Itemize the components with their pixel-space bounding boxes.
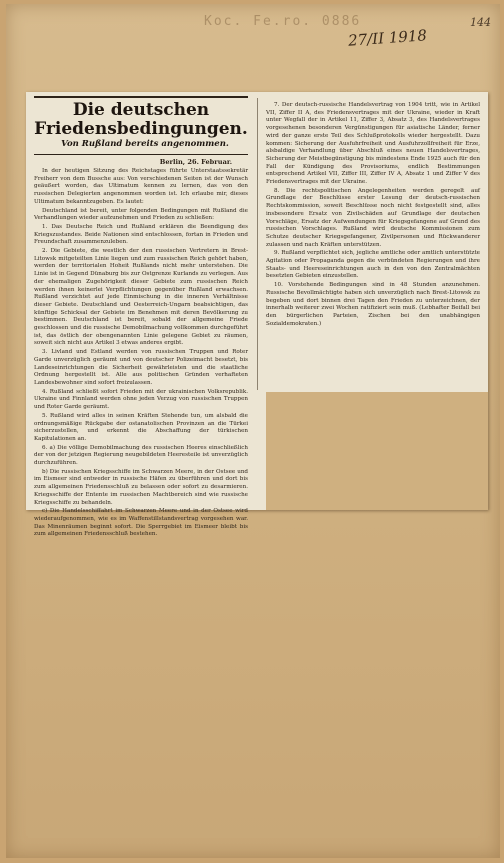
paragraph: 9. Rußland verpflichtet sich, jegliche amtliche oder amtlich unterstützte Agitation oder Propaganda gegen die verbündeten Regierungen und ihre Staats- und Heereseinrichtungen auch in den von den Zentralmächten besetzten Gebieten einzustellen. (266, 250, 480, 280)
paragraph: 8. Die rechtspolitischen Angelegenheiten werden geregelt auf Grundlage der Beschlüsse erster Lesung der deutsch-russischen Rechtskommission, soweit Beschlüsse noch nicht festgestellt sind, alles insbesondere Ersatz von Zivilschäden auf Grundlage der deutschen Vorschläge, Ersatz der Aufwendungen für Kriegsgefangene auf Grund des russischen Vorschlages. Rußland wird deutsche Kommissionen zum Schutze deutscher Kriegsgefangener, Zivilpersonen und Rückwanderer zulassen und nach Kräften unterstützen. (266, 187, 480, 248)
paragraph: 2. Die Gebiete, die westlich der den russischen Vertretern in Brest-Litowsk mitgeteilten Linie liegen und zum russischen Reich gehört haben, werden der territorialen Hoheit Rußlands nicht mehr unterstehen. Die Linie ist in Gegend Dünaburg bis zur Ostgrenze Kurlands zu verlegen. Aus der ehemaligen Zugehörigkeit dieser Gebiete zum russischen Reich werden ihnen keinerlei Verpflichtungen gegenüber Rußland erwachsen. Rußland verzichtet auf jede Einmischung in die inneren Verhältnisse dieser Gebiete. Deutschland und Oesterreich-Ungarn beabsichtigen, das künftige Schicksal der Gebiete im Benehmen mit deren Bevölkerung zu bestimmen. Deutschland ist bereit, sobald der allgemeine Friede geschlossen und die russische Demobilmachung vollkommen durchgeführt ist, das östlich der obengenannten Linie gelegene Gebiet zu räumen, soweit sich nicht aus Artikel 3 etwas anderes ergibt. (34, 248, 248, 347)
handwritten-date: 27/II 1918 (347, 26, 428, 50)
clipping-cutout-area (266, 392, 488, 510)
article-dateline: Berlin, 26. Februar. (159, 158, 232, 166)
paragraph: 1. Das Deutsche Reich und Rußland erklären die Beendigung des Kriegszustandes. Beide Nationen sind entschlossen, fortan in Frieden und Freundschaft zusammenzuleben. (34, 223, 248, 246)
newspaper-clipping (26, 92, 488, 538)
headline-box (34, 96, 248, 155)
column-divider (257, 98, 258, 390)
paragraph: 4. Rußland schließt sofort Frieden mit der ukrainischen Volksrepublik. Ukraine und Finnland werden ohne jeden Verzug von russischen Truppen und Roter Garde geräumt. (34, 388, 248, 411)
faded-stamp: Koc. Fe.ro. 0886 (204, 14, 362, 29)
paragraph: 3. Livland und Estland werden von russischen Truppen und Roter Garde unverzüglich geräumt und von deutscher Polizeimacht besetzt, bis Landeseinrichtungen die Sicherheit gewährleisten und die staatliche Ordnung hergestellt ist. Alle aus politischen Gründen verhafteten Landesbewohner sind sofort freizulassen. (34, 349, 248, 386)
article-subheadline: Von Rußland bereits angenommen. (61, 139, 229, 149)
paragraph: In der heutigen Sitzung des Reichstages führte Unterstaatssekretär Freiherr von dem Bussche aus: Von verschiedenen Seiten ist der Wunsch geäußert worden, das Ultimatum kennen zu lernen, das von den russischen Delegierten angenommen worden ist. Ich erlaube mir, dieses Ultimatum bekanntzugeben. Es lautet: (34, 168, 248, 205)
article-left-column (34, 92, 248, 538)
article-right-column (266, 102, 480, 392)
paragraph: 10. Vorstehende Bedingungen sind in 48 Stunden anzunehmen. Russische Bevollmächtigte haben sich unverzüglich nach Brest-Litowsk zu begeben und dort binnen drei Tagen den Frieden zu unterzeichnen, der innerhalb weiterer zwei Wochen ratifiziert sein muß. (Lebhafter Beifall bei den bürgerlichen Parteien, Zischen bei den unabhängigen Sozialdemokraten.) (266, 282, 480, 327)
paragraph: 6. a) Die völlige Demobilmachung des russischen Heeres einschließlich der von der jetzigen Regierung neugebildeten Heeresteile ist unverzüglich durchzuführen. (34, 444, 248, 467)
paragraph: c) Die Handelsschiffahrt im Schwarzen Meere und in der Ostsee wird wiederaufgenommen, wie es im Waffenstillstandsvertrag vorgesehen war. Das Minenräumen beginnt sofort. Die Sperrgebiet im Eismeer bleibt bis zum allgemeinen Friedensschluß bestehen. (34, 508, 248, 538)
archive-number: 144 (470, 16, 491, 29)
article-headline: Die deutschen Friedensbedingungen. (34, 100, 248, 139)
paragraph: 7. Der deutsch-russische Handelsvertrag von 1904 tritt, wie in Artikel VII, Ziffer II A, des Friedensvertrages mit der Ukraine, wieder in Kraft unter Wegfall der in Artikel 11, Ziffer 3, Absatz 3, des Handelsvertrages vorgesehenen besonderen Vergünstigungen für asiatische Länder, ferner wird der ganze erste Teil des Schlußprotokolls wieder hergestellt. Dazu kommen: Sicherung der Ausfuhrfreiheit und Ausfuhrzollfreiheit für Erze, alsbaldige Verhandlung über Abschluß eines neuen Handelsvertrages, Sicherung der Meistbegünstigung bis mindestens Ende 1925 auch für den Fall der Kündigung des Provisoriums, endlich Bestimmungen entsprechend Artikel VII, Ziffer III, Ziffer IV A, Absatz 1 und Ziffer V des Friedensvertrages mit der Ukraine. (266, 102, 480, 186)
paragraph: Deutschland ist bereit, unter folgenden Bedingungen mit Rußland die Verhandlungen wieder aufzunehmen und Frieden zu schließen: (34, 207, 248, 222)
paragraph: 5. Rußland wird alles in seinen Kräften Stehende tun, um alsbald die ordnungsmäßige Rückgabe der ostanatolischen Provinzen an die Türkei sicherzustellen, und erkennt die Abschaffung der türkischen Kapitulationen an. (34, 412, 248, 442)
paragraph: b) Die russischen Kriegsschiffe im Schwarzen Meere, in der Ostsee und im Eismeer sind entweder in russische Häfen zu überführen und dort bis zum allgemeinen Friedensschluß zu belassen oder sofort zu desarmieren. Kriegsschiffe der Entente im russischen Machtbereich sind wie russische Kriegsschiffe zu behandeln. (34, 468, 248, 506)
